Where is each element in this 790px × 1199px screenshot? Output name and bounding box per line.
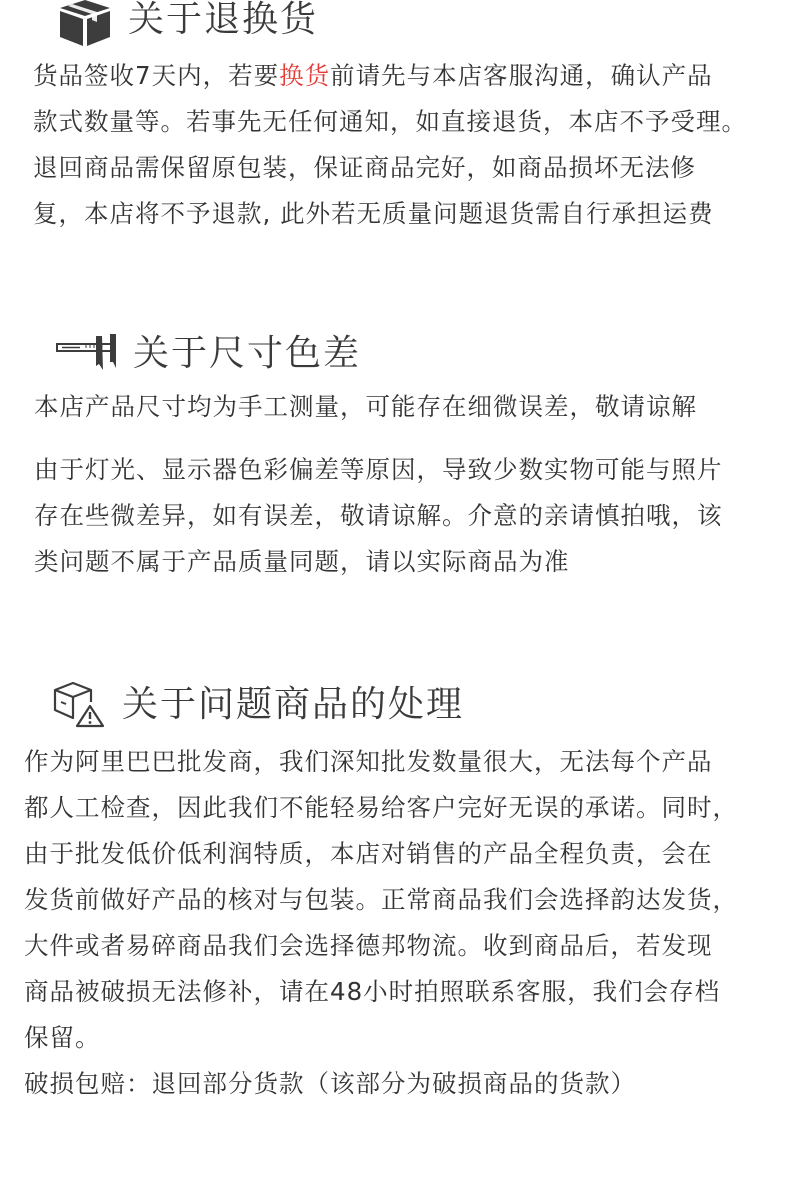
issues-title: 关于问题商品的处理 xyxy=(122,684,465,725)
returns-line-4: 复，本店将不予退款, 此外若无质量问题退货需自行承担运费 xyxy=(33,199,714,228)
returns-paragraph xyxy=(33,53,747,237)
size-title: 关于尺寸色差 xyxy=(133,333,362,374)
issues-paragraph xyxy=(24,739,738,1107)
returns-title: 关于退换货 xyxy=(128,0,319,40)
size-line-3: 类问题不属于产品质量同题，请以实际商品为准 xyxy=(34,547,570,576)
box-icon xyxy=(58,0,112,46)
size-paragraph-2 xyxy=(34,447,723,585)
issues-line-7: 保留。 xyxy=(24,1023,101,1052)
returns-line-1-pre: 货品签收7天内，若要 xyxy=(33,61,280,90)
issues-line-1: 作为阿里巴巴批发商，我们深知批发数量很大，无法每个产品 xyxy=(24,747,713,776)
exchange-highlight: 换货 xyxy=(279,61,331,90)
issues-line-4: 发货前做好产品的核对与包装。正常商品我们会选择韵达发货， xyxy=(24,885,738,914)
issues-line-3: 由于批发低价低利润特质，本店对销售的产品全程负责，会在 xyxy=(24,839,713,868)
returns-line-3: 退回商品需保留原包装，保证商品完好，如商品损坏无法修 xyxy=(33,153,696,182)
caliper-icon xyxy=(56,332,120,372)
size-paragraph-1: 本店产品尺寸均为手工测量，可能存在细微误差，敬请谅解 xyxy=(34,392,697,421)
issues-line-5: 大件或者易碎商品我们会选择德邦物流。收到商品后，若发现 xyxy=(24,931,713,960)
returns-line-1-post: 前请先与本店客服沟通，确认产品 xyxy=(330,61,713,90)
issues-line-6: 商品被破损无法修补，请在48小时拍照联系客服，我们会存档 xyxy=(24,977,721,1006)
returns-line-1 xyxy=(33,53,747,99)
issues-line-8: 破损包赔：退回部分货款（该部分为破损商品的货款） xyxy=(24,1069,636,1098)
returns-line-2: 款式数量等。若事先无任何通知，如直接退货，本店不予受理。 xyxy=(33,107,747,136)
size-line-1: 由于灯光、显示器色彩偏差等原因，导致少数实物可能与照片 xyxy=(34,455,723,484)
size-line-2: 存在些微差异，如有误差，敬请谅解。介意的亲请慎拍哦，该 xyxy=(34,501,723,530)
damaged-box-warning-icon xyxy=(52,680,106,728)
issues-line-2: 都人工检查，因此我们不能轻易给客户完好无误的承诺。同时， xyxy=(24,793,738,822)
